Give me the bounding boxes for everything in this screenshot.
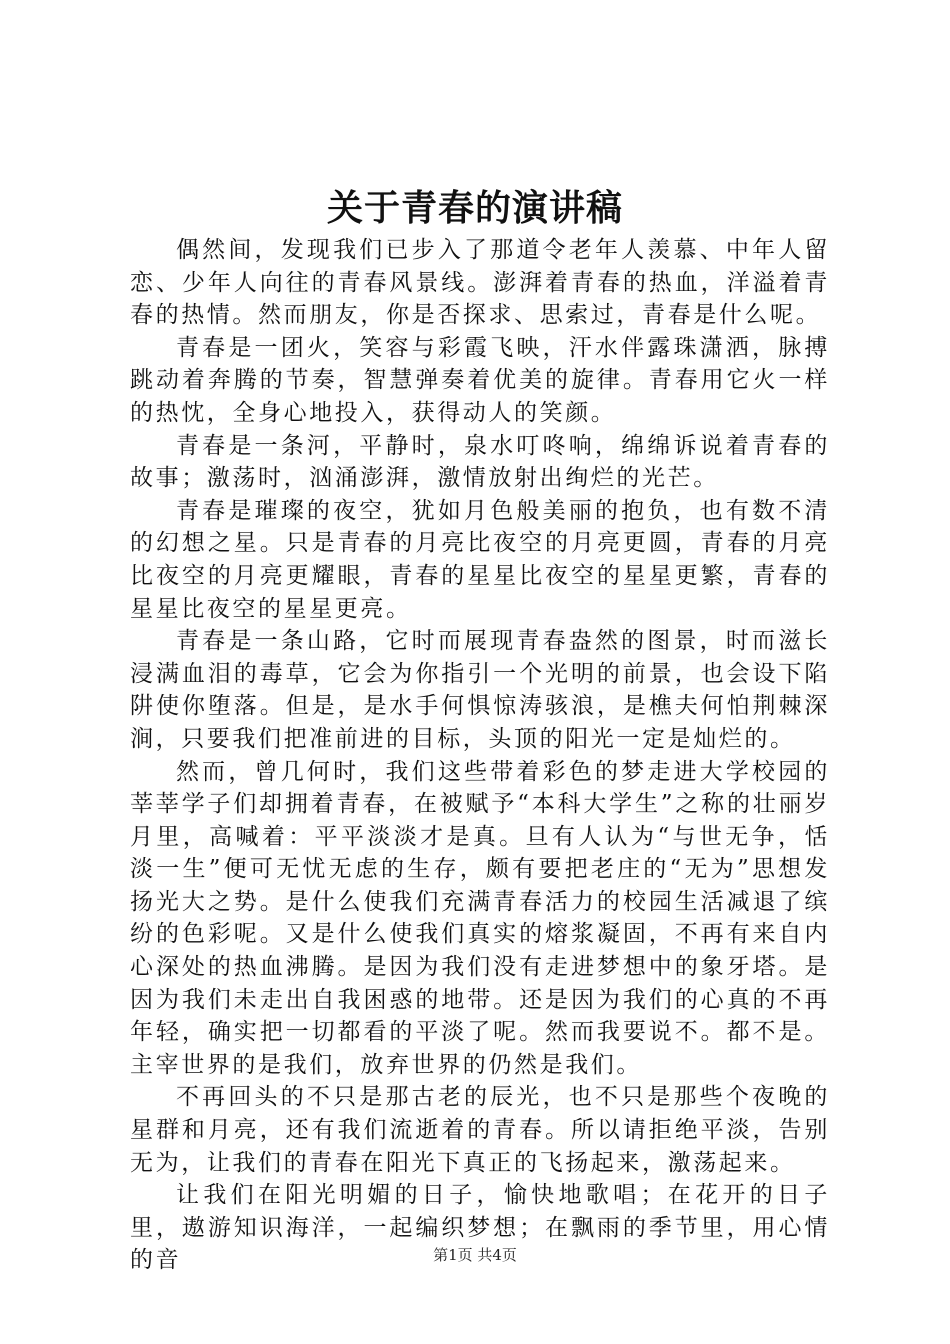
document-body xyxy=(130,234,830,1277)
paragraph: 然而，曾几何时，我们这些带着彩色的梦走进大学校园的莘莘学子们却拥着青春，在被赋予“本科大学生”之称的壮丽岁月里，高喊着：平平淡淡才是真。旦有人认为“与世无争，恬淡一生”便可无忧无虑的生存，颇有要把老庄的“无为”思想发扬光大之势。是什么使我们充满青春活力的校园生活减退了缤纷的色彩呢。又是什么使我们真实的熔浆凝固，不再有来自内心深处的热血沸腾。是因为我们没有走进梦想中的象牙塔。是因为我们未走出自我困惑的地带。还是因为我们的心真的不再年轻，确实把一切都看的平淡了呢。然而我要说不。都不是。主宰世界的是我们，放弃世界的仍然是我们。 xyxy=(130,758,830,1078)
paragraph: 偶然间，发现我们已步入了那道令老年人羡慕、中年人留恋、少年人向往的青春风景线。澎湃着青春的热血，洋溢着青春的热情。然而朋友，你是否探求、思索过，青春是什么呢。 xyxy=(130,237,830,329)
paragraph: 青春是璀璨的夜空，犹如月色般美丽的抱负，也有数不清的幻想之星。只是青春的月亮比夜空的月亮更圆，青春的月亮比夜空的月亮更耀眼，青春的星星比夜空的星星更繁，青春的星星比夜空的星星更亮。 xyxy=(130,497,830,622)
paragraph: 青春是一条山路，它时而展现青春盎然的图景，时而滋长浸满血泪的毒草，它会为你指引一个光明的前景，也会设下陷阱使你堕落。但是，是水手何惧惊涛骇浪，是樵夫何怕荆棘深涧，只要我们把准前进的目标，头顶的阳光一定是灿烂的。 xyxy=(130,628,830,752)
paragraph: 不再回头的不只是那古老的辰光，也不只是那些个夜晚的星群和月亮，还有我们流逝着的青春。所以请拒绝平淡，告别无为，让我们的青春在阳光下真正的飞扬起来，激荡起来。 xyxy=(130,1084,830,1176)
paragraph: 让我们在阳光明媚的日子，愉快地歌唱；在花开的日子里，遨游知识海洋，一起编织梦想；在飘雨的季节里，用心情的音 xyxy=(130,1182,830,1274)
page-number-footer: 第1页 共4页 xyxy=(433,1246,517,1264)
paragraph: 青春是一条河，平静时，泉水叮咚响，绵绵诉说着青春的故事；激荡时，汹涌澎湃，激情放射出绚烂的光芒。 xyxy=(130,432,830,492)
document-title: 关于青春的演讲稿 xyxy=(326,187,623,229)
paragraph: 青春是一团火，笑容与彩霞飞映，汗水伴露珠潇洒，脉搏跳动着奔腾的节奏，智慧弹奏着优美的旋律。青春用它火一样的热忱，全身心地投入，获得动人的笑颜。 xyxy=(130,334,830,426)
